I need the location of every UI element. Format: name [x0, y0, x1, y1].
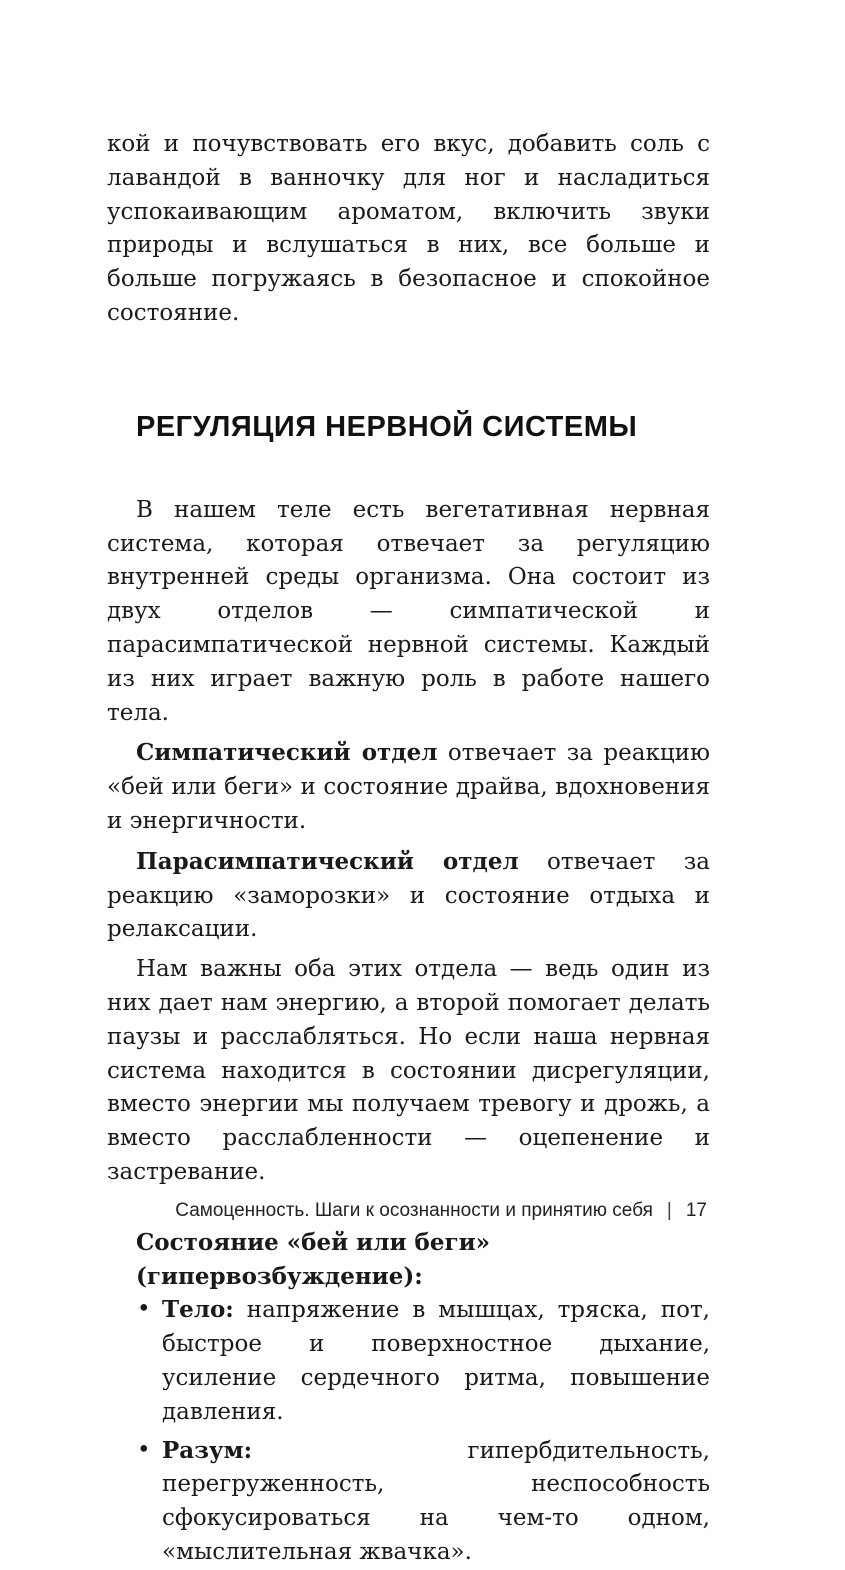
page-number: 17 [685, 1200, 707, 1221]
paragraph-sympathetic [107, 736, 710, 838]
term-parasympathetic: Парасимпатический отдел [136, 847, 519, 875]
list-item-text: напряжение в мышцах, тряска, пот, быстрое и поверхностное дыхание, усиление сердечного ритма, повышение давления. [162, 1297, 710, 1425]
page-body [107, 128, 710, 1570]
page-footer [0, 1200, 707, 1222]
footer-book-title: Самоценность. Шаги к осознанности и принятию себя [175, 1200, 653, 1221]
subheading-fight-or-flight: Состояние «бей или беги» (гипервозбуждение): [136, 1228, 491, 1290]
list-item-label: Тело: [162, 1296, 234, 1324]
intro-paragraph: кой и почувствовать его вкус, добавить соль с лавандой в ванночку для ног и насладиться успокаивающим ароматом, включить звуки природы и вслушаться в них, все больше и больше погружаясь в безопасное и спокойное состояние. [107, 131, 710, 326]
list-item-label: Разум: [162, 1436, 253, 1464]
paragraph-nervous-system: В нашем теле есть вегетативная нервная система, которая отвечает за регуляцию внутренней среды организма. Она состоит из двух отделов — симпатической и парасимпатической нервной системы. Каждый из них играет важную роль в работе нашего тела. [107, 496, 710, 726]
list-item-text: гипербдительность, перегруженность, неспособность сфокусироваться на чем-то одном, «мыслительная жвачка». [162, 1437, 710, 1565]
paragraph-dysregulation: Нам важны оба этих отдела — ведь один из них дает нам энергию, а второй помогает делать паузы и расслабляться. Но если наша нервная система находится в состоянии дисрегуляции, вместо энергии мы получаем тревогу и дрожь, а вместо расслабленности — оцепенение и застревание. [107, 956, 710, 1185]
list-item-mind [107, 1434, 710, 1570]
parasympathetic-description: отвечает за реакцию «заморозки» и состояние отдыха и релаксации. [107, 848, 710, 943]
paragraph-parasympathetic [107, 845, 710, 947]
section-heading: РЕГУЛЯЦИЯ НЕРВНОЙ СИСТЕМЫ [136, 410, 638, 443]
bullet-marker: • [137, 1436, 151, 1463]
sympathetic-description: отвечает за реакцию «бей или беги» и состояние драйва, вдохновения и энергичности. [107, 740, 710, 834]
bullet-marker: • [137, 1296, 151, 1323]
symptom-list [107, 1293, 710, 1569]
list-item-body [107, 1293, 710, 1429]
term-sympathetic: Симпатический отдел [136, 739, 438, 767]
footer-separator: | [666, 1200, 672, 1221]
